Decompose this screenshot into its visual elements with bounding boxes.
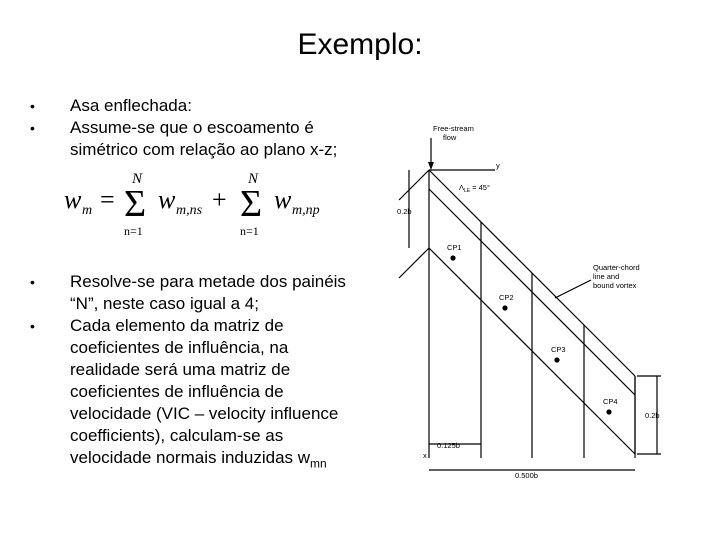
quarter-chord-label: Quarter-chord	[593, 263, 640, 272]
sum2-top: N	[248, 171, 259, 187]
control-point-label: CP3	[551, 345, 566, 354]
control-point	[606, 409, 611, 414]
freestream-line	[399, 170, 429, 200]
bullet-text: Resolve-se para metade dos painéis “N”, neste caso igual a 4;	[70, 272, 346, 313]
formula-term2-sub: m,np	[292, 203, 320, 218]
quarter-chord-label: bound vortex	[593, 281, 637, 290]
sum1-bottom: n=1	[124, 224, 143, 238]
span-dimension-label: 0.500b	[515, 471, 538, 480]
control-point-label: CP2	[499, 293, 514, 302]
sweep-label: $\Lambda_{LE} = 45^\circ$	[459, 183, 490, 194]
control-point	[554, 357, 559, 362]
freestream-label: Free-stream	[433, 124, 474, 133]
sum2-symbol: Σ	[240, 183, 263, 225]
x-axis-label: x	[423, 451, 427, 460]
bullet-text-main: Cada elemento da matriz de coeficientes de influência, na realidade será uma matriz de coeficientes de influência de velocidade (VIC – velocity influence coefficients), calculam-se as velocidade normais induzidas w	[70, 316, 339, 467]
freestream-arrowhead	[428, 162, 434, 170]
quarter-chord-label: line and	[593, 272, 620, 281]
sum1-symbol: Σ	[124, 183, 147, 225]
control-point	[450, 255, 455, 260]
sum1-top: N	[132, 171, 143, 187]
bullet-marker: •	[30, 318, 35, 334]
bullet-marker: •	[30, 120, 35, 136]
control-point-label: CP1	[447, 243, 462, 252]
sum2-bottom: n=1	[240, 224, 259, 238]
tip-dimension-label: 0.2b	[645, 411, 660, 420]
quarter-chord-leader	[555, 280, 591, 298]
control-point	[502, 305, 507, 310]
control-point-label: CP4	[603, 397, 618, 406]
formula-lhs: w	[64, 185, 82, 214]
freestream-line	[399, 248, 429, 278]
swept-wing-diagram	[395, 118, 685, 488]
bullet-marker: •	[30, 274, 35, 290]
formula-plus: +	[212, 185, 227, 214]
formula-term1-sub: m,ns	[176, 203, 203, 218]
bullet-text: Asa enflechada:	[70, 96, 192, 115]
formula-term1: w	[158, 185, 176, 214]
bullet-text-subscript: mn	[310, 456, 327, 471]
root-dimension-label: 0.2b	[397, 207, 412, 216]
formula-equals: =	[100, 185, 115, 214]
formula-wm	[60, 165, 360, 240]
formula-lhs-sub: m	[82, 203, 93, 218]
bullet-text: Assume-se que o escoamento é simétrico com relação ao plano x-z;	[70, 118, 338, 159]
slide-title: Exemplo:	[297, 28, 423, 61]
bullet-text	[70, 315, 362, 474]
bullet-marker: •	[30, 98, 35, 114]
formula-term2: w	[274, 185, 292, 214]
freestream-label: flow	[443, 133, 457, 142]
panel-dimension-label: 0.125b	[437, 441, 460, 450]
y-axis-label: y	[496, 161, 500, 170]
